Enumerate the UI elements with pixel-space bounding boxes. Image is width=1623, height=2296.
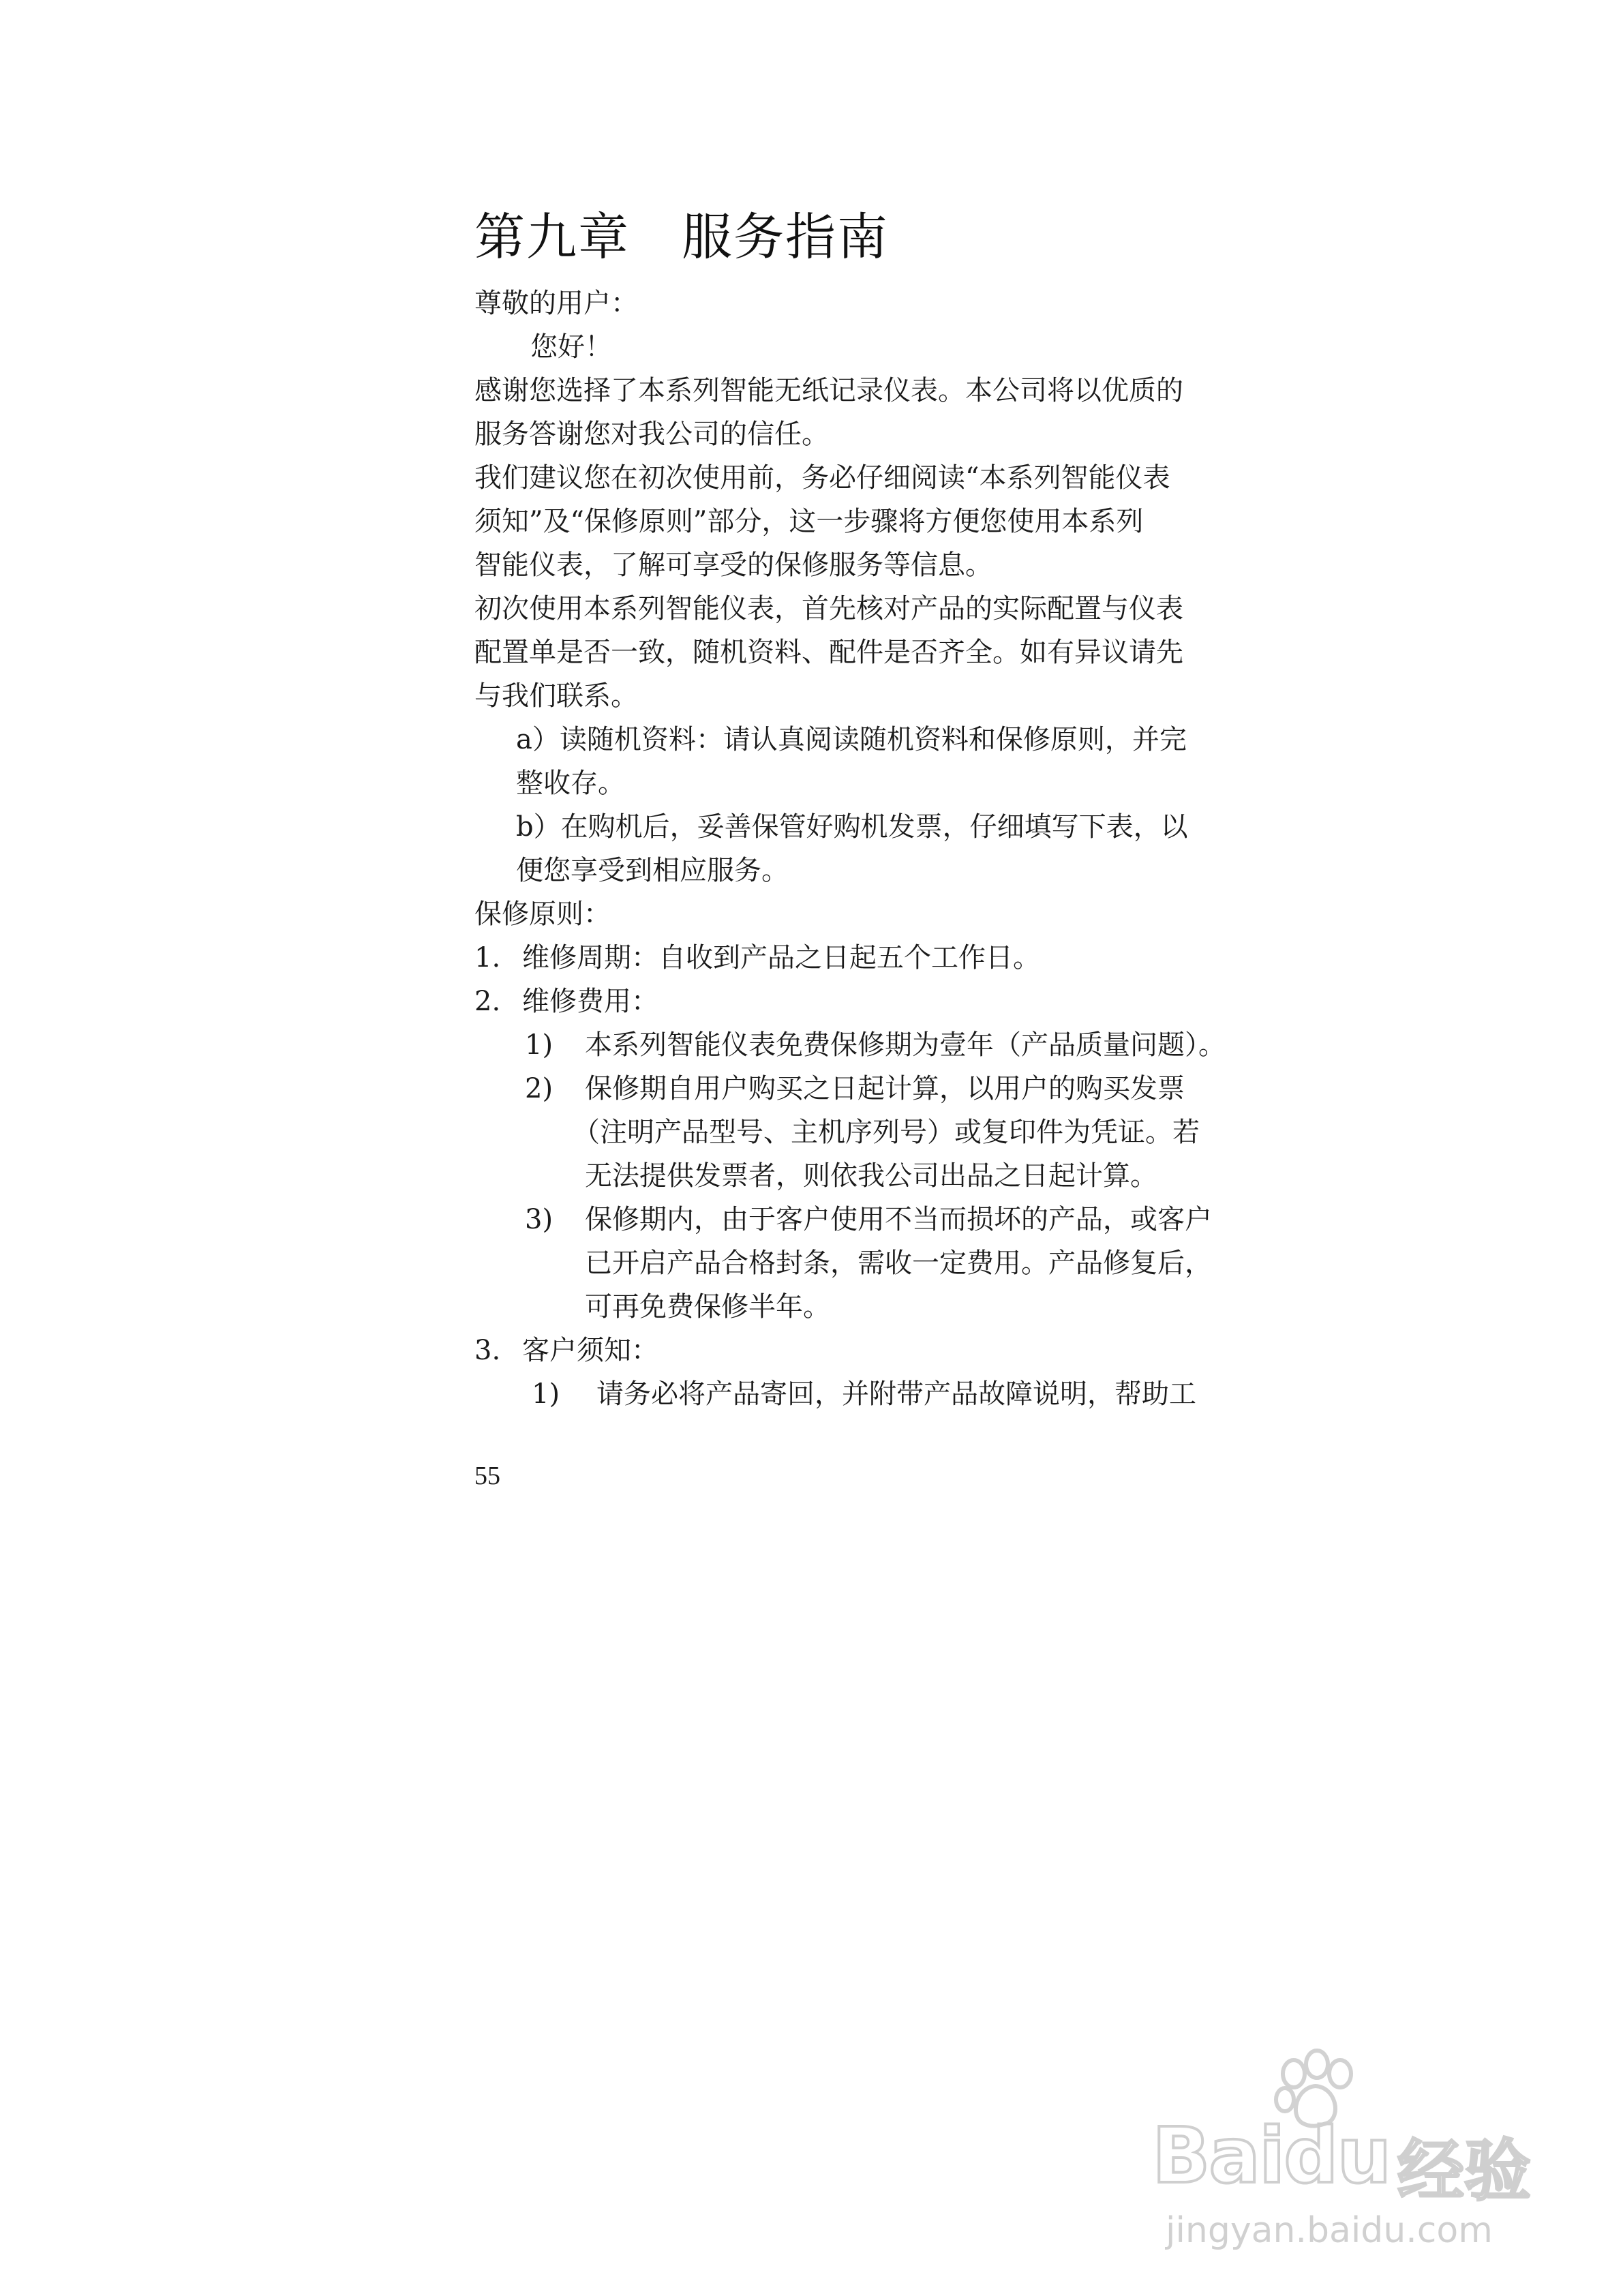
paragraph-line: 智能仪表，了解可享受的保修服务等信息。 (474, 549, 992, 581)
sub-item-3-cont: 已开启产品合格封条，需收一定费用。产品修复后， (585, 1248, 1212, 1279)
sub-number: 1) (532, 1378, 560, 1410)
sub-item-2-cont: 无法提供发票者，则依我公司出品之日起计算。 (585, 1160, 1157, 1192)
item-text: 维修周期：自收到产品之日起五个工作日。 (522, 942, 1040, 973)
paragraph-line: 服务答谢您对我公司的信任。 (474, 419, 829, 450)
hello: 您好！ (530, 331, 612, 363)
sub-number: 2) (525, 1073, 553, 1104)
sub-text: 保修期内，由于客户使用不当而损坏的产品，或客户 (585, 1204, 1212, 1235)
warranty-item-1 (474, 939, 1040, 977)
page-number: 55 (474, 1462, 500, 1490)
paragraph-line: 配置单是否一致，随机资料、配件是否齐全。如有异议请先 (474, 637, 1183, 668)
watermark-brand: Baidu (1152, 2112, 1391, 2201)
paragraph-line: 初次使用本系列智能仪表，首先核对产品的实际配置与仪表 (474, 593, 1183, 624)
paragraph-line: 我们建议您在初次使用前，务必仔细阅读“本系列智能仪表 (474, 462, 1170, 494)
list-item-b: b）在购机后，妥善保管好购机发票，仔细填写下表，以 (516, 811, 1188, 843)
list-item-a-cont: 整收存。 (516, 768, 625, 799)
baidu-jingyan-watermark (1145, 2031, 1581, 2256)
paragraph-line: 感谢您选择了本系列智能无纸记录仪表。本公司将以优质的 (474, 375, 1183, 406)
chapter-title: 第九章 服务指南 (474, 208, 889, 267)
sub-item-1 (525, 1026, 1226, 1064)
sub-number: 1) (525, 1029, 553, 1061)
sub-item-3 (525, 1200, 1212, 1239)
sub-item-2-cont: （注明产品型号、主机序列号）或复印件为凭证。若 (573, 1117, 1200, 1148)
warranty-item-3 (474, 1331, 658, 1370)
greeting: 尊敬的用户： (474, 288, 638, 319)
item-text: 维修费用： (522, 986, 658, 1017)
warranty-heading: 保修原则： (474, 898, 611, 930)
watermark-url: jingyan.baidu.com (1166, 2210, 1493, 2251)
sub-text: 请务必将产品寄回，并附带产品故障说明，帮助工 (596, 1378, 1196, 1410)
list-item-a: a）读随机资料：请认真阅读随机资料和保修原则，并完 (516, 724, 1187, 755)
item-number: 1. (474, 942, 501, 973)
paragraph-line: 须知”及“保修原则”部分，这一步骤将方便您使用本系列 (474, 506, 1144, 537)
sub-item-2 (525, 1070, 1185, 1108)
item-text: 客户须知： (522, 1335, 658, 1366)
sub-text: 本系列智能仪表免费保修期为壹年（产品质量问题）。 (585, 1029, 1226, 1061)
list-item-b-cont: 便您享受到相应服务。 (516, 855, 789, 886)
sub-text: 保修期自用户购买之日起计算，以用户的购买发票 (585, 1073, 1185, 1104)
sub-item-3-cont: 可再免费保修半年。 (585, 1291, 830, 1323)
item-number: 3. (474, 1335, 501, 1366)
paragraph-line: 与我们联系。 (474, 680, 638, 712)
warranty-item-2 (474, 982, 658, 1021)
watermark-cn: 经验 (1397, 2132, 1532, 2210)
sub-number: 3) (525, 1204, 553, 1235)
sub-item-4 (532, 1375, 1196, 1413)
item-number: 2. (474, 986, 501, 1017)
